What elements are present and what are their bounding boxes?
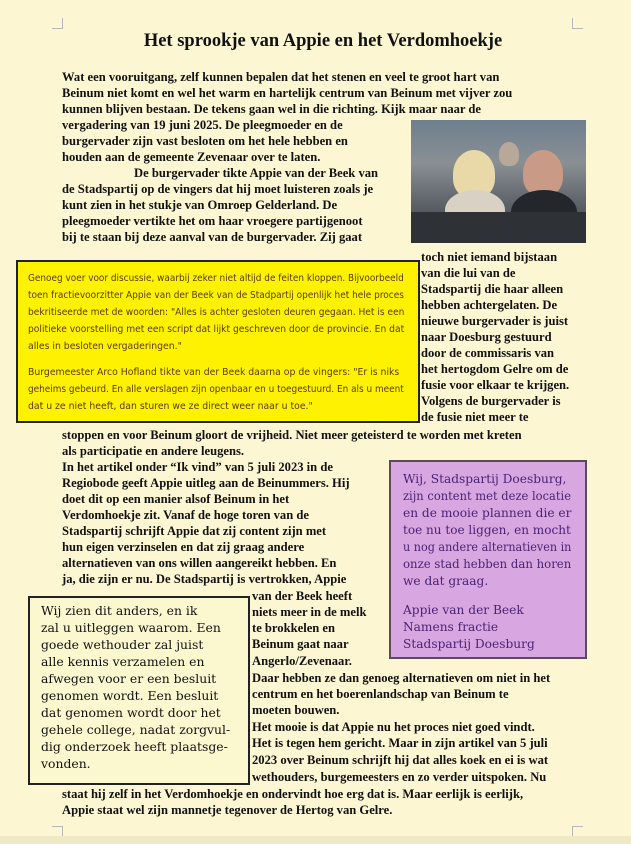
quote-line: Genoeg voer voor discussie, waarbij zeker niet altijd de feiten kloppen. Bijvoorbeeld	[28, 273, 404, 284]
article-line: Beinum niet komt en wel het warm en hartelijk centrum van Beinum met vijver zou	[62, 86, 513, 100]
quote-line: zijn content met deze locatie	[403, 489, 572, 503]
article-line: als participatie en andere leugens.	[62, 444, 245, 458]
quote-line: en de mooie plannen die er	[403, 506, 572, 520]
article-line: moeten bouwen.	[252, 703, 340, 717]
quote-line: u nog andere alternatieven in	[403, 540, 572, 554]
article-line: Stadspartij schrijft Appie dat zij content zijn met	[62, 524, 327, 538]
page-corner-mark	[52, 18, 63, 29]
quote-line: geheims gebeurd. En alle verslagen zijn openbaar en u toegestuurd. En als u meent	[28, 384, 404, 395]
article-line: pleegmoeder vertikte het om haar vroegere partijgenoot	[62, 214, 363, 228]
quote-line: dig onderzoek heeft plaatsge-	[41, 739, 228, 754]
quote-line: dat u ze niet heeft, dan sturen we ze direct weer naar u toe."	[28, 401, 313, 412]
article-line: vergadering van 19 juni 2025. De pleegmoeder en de	[62, 118, 343, 132]
quote-line: Burgemeester Arco Hofland tikte van der Beek daarna op de vingers: "Er is niks	[28, 367, 400, 378]
article-line: Volgens de burgervader is	[421, 394, 561, 408]
meeting-table	[411, 212, 586, 243]
article-line: fusie voor elkaar te krijgen.	[421, 378, 570, 392]
article-line: Beinum gaat naar	[252, 637, 349, 651]
article-line: de fusie niet meer te	[421, 410, 529, 424]
quote-line: gehele college, nadat zorgvul-	[41, 722, 231, 737]
article-line: ja, die zijn er nu. De Stadspartij is vertrokken, Appie	[62, 572, 347, 586]
signature-party: Stadspartij Doesburg	[403, 637, 535, 651]
article-line: Het is tegen hem gericht. Maar in zijn artikel van 5 juli	[252, 736, 548, 750]
article-line: 2023 over Beinum schrijft hij dat alles koek en ei is wat	[252, 753, 549, 767]
signature-role: Namens fractie	[403, 620, 499, 634]
quote-line: toen fractievoorzitter Appie van der Beek van de Stadpartij openlijk het hele proces	[28, 290, 404, 301]
article-line: houden aan de gemeente Zevenaar over te laten.	[62, 150, 321, 164]
purple-quote-box	[389, 460, 587, 659]
signature-name: Appie van der Beek	[403, 603, 524, 617]
quote-line: Wij zien dit anders, en ik	[41, 603, 198, 618]
article-line: De burgervader tikte Appie van der Beek van	[134, 166, 379, 180]
quote-line: vonden.	[41, 756, 91, 771]
quote-line: onze stad hebben dan horen	[403, 557, 572, 571]
article-line: stoppen en voor Beinum gloort de vrijheid. Niet meer geteisterd te worden met kreten	[62, 428, 522, 442]
article-line: alternatieven van ons willen aangereikt hebben. En	[62, 556, 337, 570]
quote-line: toe nu toe liggen, en mocht	[403, 523, 571, 537]
quote-line: goede wethouder zal juist	[41, 637, 204, 652]
article-line: Wat een vooruitgang, zelf kunnen bepalen dat het stenen en veel te groot hart van	[62, 70, 500, 84]
quote-line: politieke voorstelling met een script dat lijkt geschreven door de provincie. En dat	[28, 324, 405, 335]
article-line: niets meer in de melk	[252, 605, 367, 619]
article-line: centrum en het boerenlandschap van Beinum te	[252, 687, 509, 701]
quote-line: Wij, Stadspartij Doesburg,	[403, 472, 567, 486]
page-bottom-strip	[0, 836, 631, 844]
cream-quote-box	[28, 596, 250, 785]
quote-line: zal u uitleggen waarom. Een	[41, 620, 221, 635]
meeting-photo	[411, 120, 586, 243]
quote-line: we dat graag.	[403, 574, 489, 588]
article-line: van die lui van de	[421, 266, 516, 280]
article-line: naar Doesburg gestuurd	[421, 330, 552, 344]
article-line: te brokkelen en	[252, 621, 336, 635]
article-line: nieuwe burgervader is juist	[421, 314, 569, 328]
article-line: kunnen blijven bestaan. De tekens gaan wel in die richting. Kijk maar naar de	[62, 102, 482, 116]
quote-line: alles in besloten vergaderingen."	[28, 341, 182, 352]
article-line: bij te staan bij deze aanval van de burgervader. Zij gaat	[62, 230, 363, 244]
article-line: kunt zien in het stukje van Omroep Gelderland. De	[62, 198, 338, 212]
article-line: wethouders, burgemeesters en zo verder uitspoken. Nu	[252, 770, 547, 784]
article-line: Het mooie is dat Appie nu het proces niet goed vindt.	[252, 720, 535, 734]
article-line: hebben achtergelaten. De	[421, 298, 558, 312]
article-line: Angerlo/Zevenaar.	[252, 654, 352, 668]
quote-line: afwegen voor er een besluit	[41, 671, 217, 686]
article-line: Regiobode geeft Appie uitleg aan de Beinummers. Hij	[62, 476, 350, 490]
article-line: van der Beek heeft	[252, 589, 353, 603]
article-line: Appie staat wel zijn mannetje tegenover de Hertog van Gelre.	[62, 803, 393, 817]
quote-line: genomen wordt. Een besluit	[41, 688, 219, 703]
article-title: Het sprookje van Appie en het Verdomhoekje	[143, 31, 503, 51]
article-line: de Stadspartij op de vingers dat hij moet luisteren zoals je	[62, 182, 374, 196]
article-line: hun eigen verzinselen en dat zij graag andere	[62, 540, 305, 554]
article-line: toch niet iemand bijstaan	[421, 250, 558, 264]
person-shape	[499, 142, 519, 166]
article-line: staat hij zelf in het Verdomhoekje en ondervindt hoe erg dat is. Maar eerlijk is eerlijk,	[62, 787, 524, 801]
quote-line: bekritiseerde met de woorden: "Alles is achter gesloten deuren gegaan. Het is een	[28, 307, 405, 318]
article-line: door de commissaris van	[421, 346, 555, 360]
article-line: burgervader zijn vast besloten om het hele hebben en	[62, 134, 348, 148]
article-line: Verdomhoekje zit. Vanaf de hoge toren van de	[62, 508, 309, 522]
quote-line: alle kennis verzamelen en	[41, 654, 205, 669]
quote-line: dat genomen wordt door het	[41, 705, 221, 720]
page-corner-mark	[572, 18, 583, 29]
article-line: het hertogdom Gelre om de	[421, 362, 569, 376]
article-line: Stadspartij die haar alleen	[421, 282, 564, 296]
yellow-quote-box	[16, 260, 420, 423]
article-line: In het artikel onder “Ik vind” van 5 juli 2023 in de	[62, 460, 333, 474]
article-line: doet dit op een manier alsof Beinum in het	[62, 492, 290, 506]
article-line: Daar hebben ze dan genoeg alternatieven om niet in het	[252, 671, 551, 685]
